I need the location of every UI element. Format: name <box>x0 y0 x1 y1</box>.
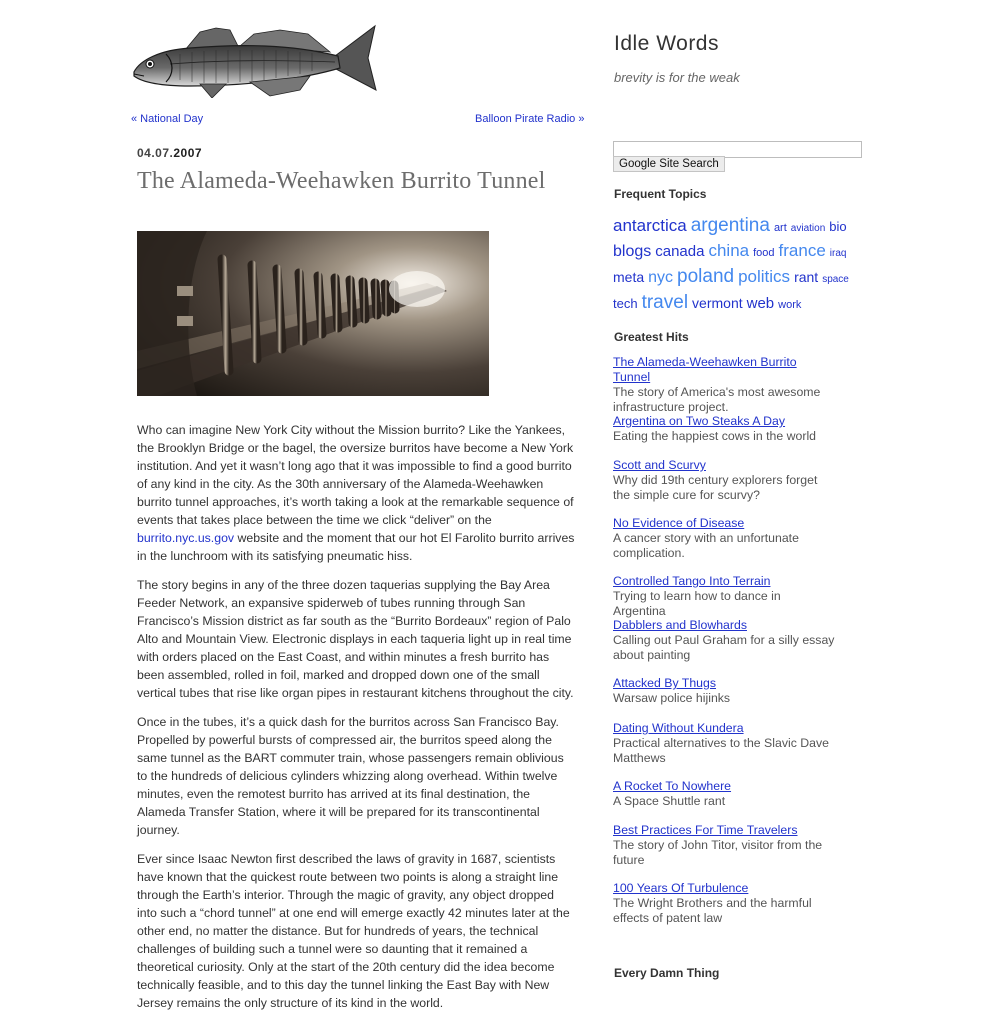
tag-aviation[interactable]: aviation <box>790 223 826 234</box>
tag-china[interactable]: china <box>708 240 750 260</box>
greatest-hit-description: Why did 19th century explorers forget the simple cure for scurvy? <box>613 473 818 502</box>
tag-space[interactable]: space <box>822 274 849 285</box>
greatest-hit-description: The Wright Brothers and the harmful effects of patent law <box>613 896 812 925</box>
greatest-hit-link[interactable]: No Evidence of Disease <box>613 516 745 530</box>
greatest-hit-item <box>613 618 835 663</box>
greatest-hit-link[interactable]: Best Practices For Time Travelers <box>613 823 798 837</box>
tag-iraq[interactable]: iraq <box>829 247 847 259</box>
greatest-hit-description: A Space Shuttle rant <box>613 794 726 808</box>
tag-food[interactable]: food <box>753 246 775 259</box>
greatest-hit-item <box>613 779 835 809</box>
tag-work[interactable]: work <box>778 298 802 311</box>
greatest-hit-description: Eating the happiest cows in the world <box>613 429 817 443</box>
article-paragraph <box>137 421 577 565</box>
tag-antarctica[interactable]: antarctica <box>613 216 687 235</box>
tag-row <box>613 266 858 292</box>
tag-row <box>613 215 858 241</box>
tag-politics[interactable]: politics <box>738 267 791 286</box>
greatest-hit-link[interactable]: Argentina on Two Steaks A Day <box>613 414 786 428</box>
greatest-hit-link[interactable]: Dating Without Kundera <box>613 721 744 735</box>
article-paragraph: Ever since Isaac Newton first described the laws of gravity in 1687, scientists have known that the quickest route between two points is along a straight line through the Earth’s interior. Through the magic of gravity, any object dropped into such a “chord tunnel” at one end will emerge exactly 42 minutes later at the other end, no matter the distance. But for hundreds of years, the technical challenges of building such a tunnel were so daunting that it remained a theoretical curiosity. Only at the start of the 20th century did the idea become technically feasible, and to this day the tunnel linking the East Bay with New Jersey remains the only structure of its kind in the world. <box>137 852 570 1010</box>
tag-web[interactable]: web <box>746 294 775 312</box>
greatest-hit-item <box>613 823 835 868</box>
greatest-hit-link[interactable]: Controlled Tango Into Terrain <box>613 574 771 588</box>
greatest-hit-description: Calling out Paul Graham for a silly essay about painting <box>613 633 835 662</box>
tag-art[interactable]: art <box>773 222 787 234</box>
next-post-link[interactable]: Balloon Pirate Radio » <box>475 113 585 125</box>
tag-cloud <box>613 215 858 317</box>
greatest-hit-link[interactable]: 100 Years Of Turbulence <box>613 881 749 895</box>
greatest-hit-description: A cancer story with an unfortunate complication. <box>613 531 799 560</box>
post-date <box>137 146 202 160</box>
greatest-hit-item <box>613 414 835 444</box>
tag-poland[interactable]: poland <box>677 266 735 287</box>
article-paragraph: Once in the tubes, it’s a quick dash for the burritos across San Francisco Bay. Propelled by powerful bursts of compressed air, the burritos speed along the same tunnel as the BART commuter train, whose passengers remain oblivious to the hundreds of delicious cylinders whizzing along overhead. Within twelve minutes, even the remotest burrito has arrived at its final destination, the Alameda Transfer Station, where it will be prepared for its transcontinental journey. <box>137 715 564 837</box>
paragraph-text: Who can imagine New York City without the Mission burrito? Like the Yankees, the Brooklyn Bridge or the bagel, the oversize burritos have become a New York institution. And yet it wasn’t long ago that it was impossible to find a good burrito of any kind in the city. As the 30th anniversary of the Alameda-Weehawken burrito tunnel approaches, it’s worth taking a look at the remarkable sequence of events that takes place between the time we click “deliver” on the <box>137 423 574 527</box>
frequent-topics-heading: Frequent Topics <box>614 187 707 201</box>
tag-bio[interactable]: bio <box>829 219 847 234</box>
greatest-hits-heading: Greatest Hits <box>614 330 689 344</box>
article-body <box>137 421 577 1023</box>
fish-logo-icon[interactable] <box>130 20 378 98</box>
greatest-hit-link[interactable]: The Alameda-Weehawken Burrito Tunnel <box>613 355 797 384</box>
post-title: The Alameda-Weehawken Burrito Tunnel <box>137 168 546 194</box>
every-damn-thing-heading: Every Damn Thing <box>614 966 720 980</box>
tag-row <box>613 241 858 267</box>
greatest-hit-item <box>613 676 835 706</box>
greatest-hit-item <box>613 516 835 561</box>
greatest-hit-link[interactable]: Dabblers and Blowhards <box>613 618 747 632</box>
previous-post-link[interactable]: « National Day <box>131 113 204 125</box>
tag-vermont[interactable]: vermont <box>692 294 743 311</box>
site-title[interactable]: Idle Words <box>614 32 719 55</box>
tunnel-photo <box>137 231 489 396</box>
greatest-hit-link[interactable]: A Rocket To Nowhere <box>613 779 732 793</box>
tag-canada[interactable]: canada <box>655 242 705 260</box>
article-paragraph: The story begins in any of the three dozen taquerias supplying the Bay Area Feeder Network, an expansive spiderweb of tubes running through San Francisco’s Mission district as far south as the “Burrito Bordeaux” region of Palo Alto and Mountain View. Electronic displays in each taqueria light up in real time with orders placed on the East Coast, and within minutes a fresh burrito has been assembled, rolled in foil, marked and dropped down one of the small vertical tubes that rise like organ pipes in restaurant kitchens throughout the city. <box>137 578 574 700</box>
site-tagline: brevity is for the weak <box>614 70 740 85</box>
greatest-hit-link[interactable]: Scott and Scurvy <box>613 458 706 472</box>
tag-nyc[interactable]: nyc <box>648 269 674 286</box>
tag-rant[interactable]: rant <box>794 269 819 285</box>
tag-blogs[interactable]: blogs <box>613 242 652 260</box>
greatest-hit-description: The story of John Titor, visitor from the future <box>613 838 823 867</box>
greatest-hit-description: Trying to learn how to dance in Argentina <box>613 589 781 618</box>
tag-france[interactable]: france <box>778 240 826 260</box>
greatest-hit-item <box>613 721 835 766</box>
tag-row <box>613 292 858 318</box>
tag-meta[interactable]: meta <box>613 269 645 285</box>
greatest-hit-item <box>613 355 835 415</box>
post-date-year: 2007 <box>173 146 203 160</box>
post-date-month-day: 04.07. <box>137 146 174 160</box>
paragraph-text: website and the moment that our hot El Farolito burrito arrives in the lunchroom with its satisfying pneumatic hiss. <box>137 531 575 563</box>
tag-tech[interactable]: tech <box>613 295 638 311</box>
greatest-hit-description: Practical alternatives to the Slavic Dave Matthews <box>613 736 829 765</box>
greatest-hit-item <box>613 881 835 926</box>
greatest-hit-link[interactable]: Attacked By Thugs <box>613 676 716 690</box>
greatest-hit-item <box>613 574 835 619</box>
greatest-hit-item <box>613 458 835 503</box>
burrito-site-link[interactable]: burrito.nyc.us.gov <box>137 531 235 545</box>
tag-travel[interactable]: travel <box>641 291 689 313</box>
greatest-hit-description: The story of America's most awesome infrastructure project. <box>613 385 821 414</box>
greatest-hit-description: Warsaw police hijinks <box>613 691 731 705</box>
tag-argentina[interactable]: argentina <box>690 215 770 236</box>
search-button[interactable]: Google Site Search <box>613 156 725 172</box>
